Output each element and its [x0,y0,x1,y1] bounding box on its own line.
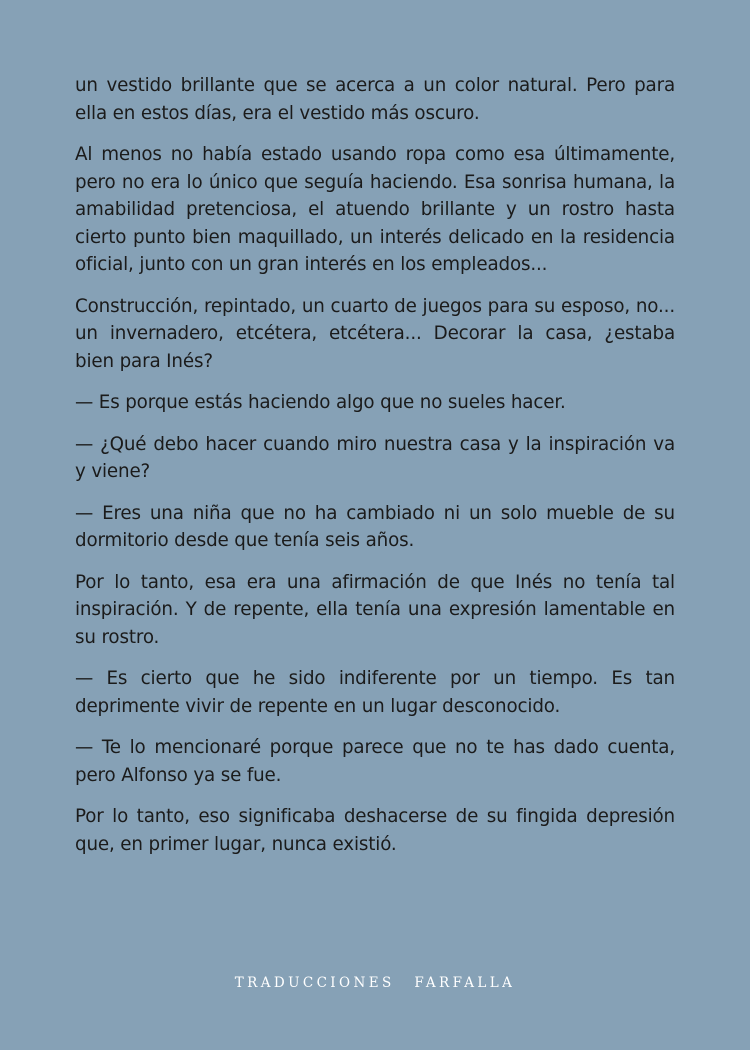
paragraph: Al menos no había estado usando ropa como esa últimamente, pero no era lo único que seguía haciendo. Esa sonrisa humana, la amabilidad pretenciosa, el atuendo brillante y un rostro hasta cierto punto bien maquillado, un interés delicado en la residencia oficial, junto con un gran interés en los empleados... [75,144,675,275]
page-body [75,72,675,872]
dialogue-line: — ¿Qué debo hacer cuando miro nuestra casa y la inspiración va y viene? [75,433,675,482]
paragraph: un vestido brillante que se acerca a un color natural. Pero para ella en estos días, era el vestido más oscuro. [75,75,675,124]
dialogue-line: — Eres una niña que no ha cambiado ni un solo mueble de su dormitorio desde que tenía seis años. [75,502,675,551]
paragraph: Por lo tanto, esa era una afirmación de que Inés no tenía tal inspiración. Y de repente, ella tenía una expresión lamentable en su rostro. [75,571,675,648]
dialogue-line: — Es porque estás haciendo algo que no sueles hacer. [75,392,566,413]
footer-credit: TRADUCCIONES FARFALLA [234,975,516,991]
paragraph: Por lo tanto, eso significaba deshacerse de su fingida depresión que, en primer lugar, nunca existió. [75,806,675,855]
dialogue-line: — Te lo mencionaré porque parece que no te has dado cuenta, pero Alfonso ya se fue. [75,737,675,786]
dialogue-line: — Es cierto que he sido indiferente por un tiempo. Es tan deprimente vivir de repente en un lugar desconocido. [75,668,675,717]
paragraph: Construcción, repintado, un cuarto de juegos para su esposo, no... un invernadero, etcétera, etcétera... Decorar la casa, ¿estaba bien para Inés? [75,295,675,372]
